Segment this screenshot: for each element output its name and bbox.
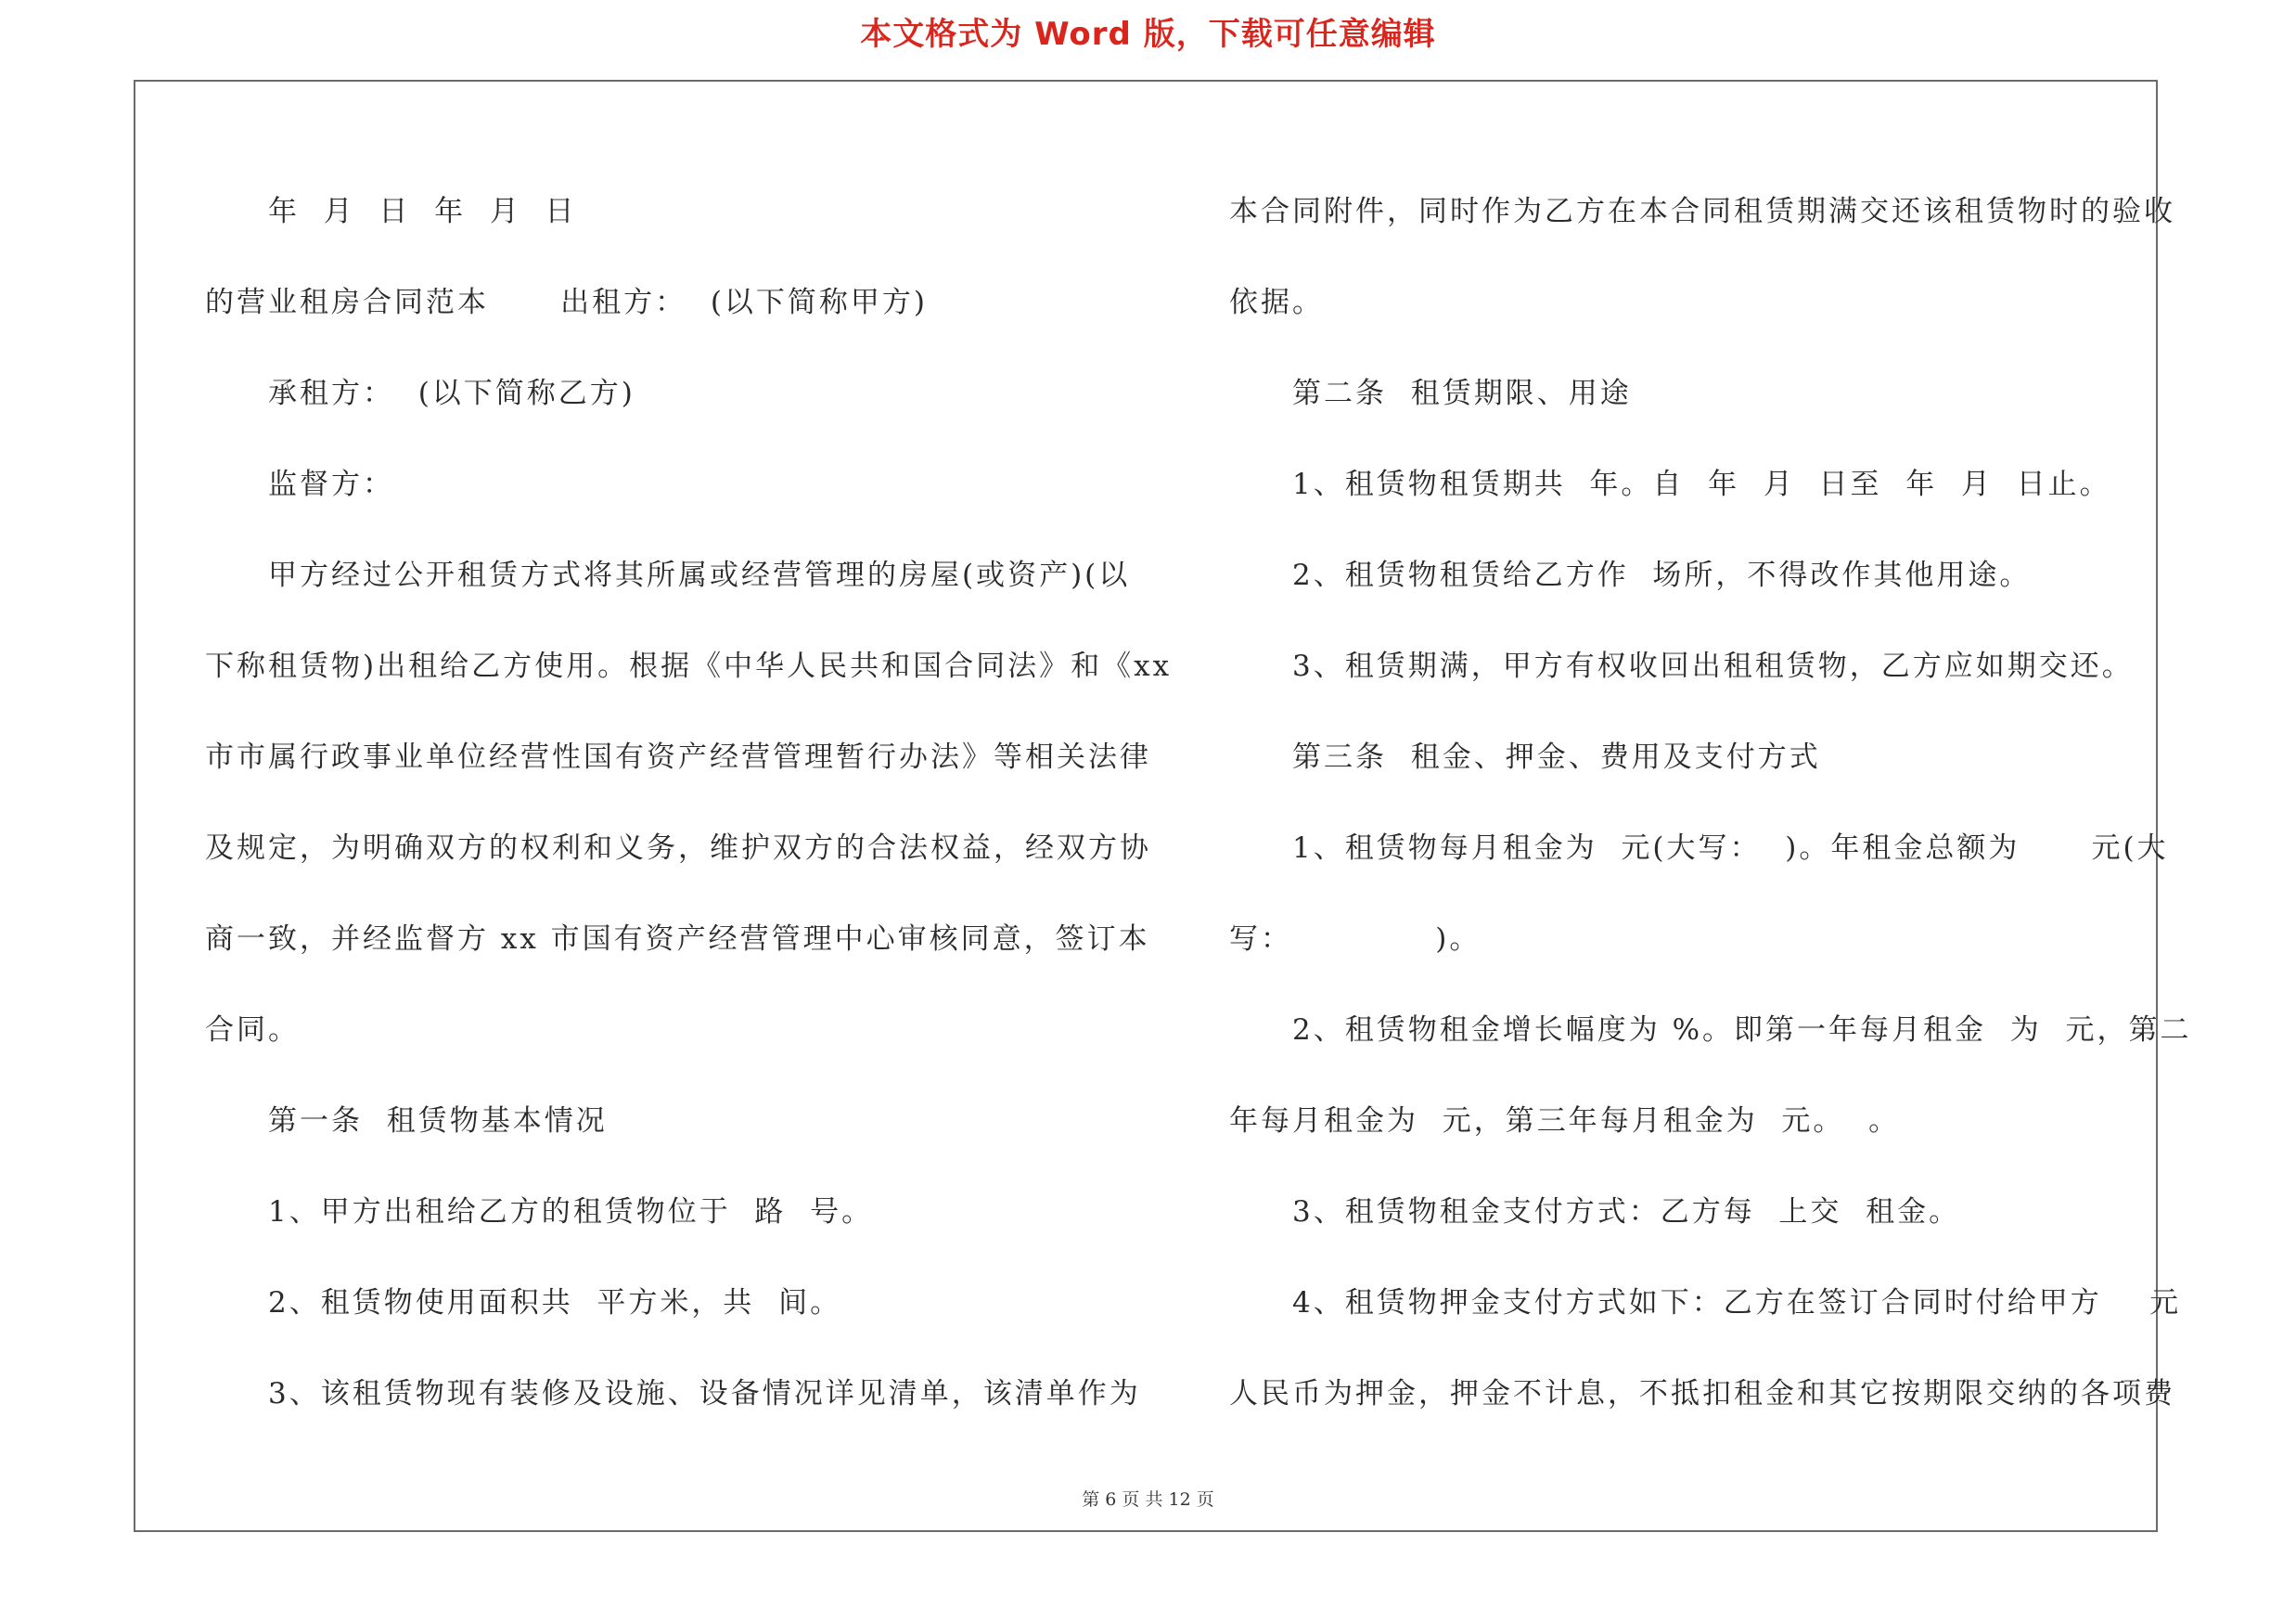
clause-line: 3、租赁物租金支付方式：乙方每 上交 租金。 — [1292, 1195, 1961, 1229]
body-text-line: 本合同附件，同时作为乙方在本合同租赁期满交还该租赁物时的验收 — [1229, 195, 2175, 228]
body-text-line: 甲方经过公开租赁方式将其所属或经营管理的房屋(或资产)(以 — [268, 559, 1131, 592]
section-heading: 第三条 租金、押金、费用及支付方式 — [1292, 741, 1821, 774]
clause-line: 人民币为押金，押金不计息，不抵扣租金和其它按期限交纳的各项费 — [1229, 1377, 2175, 1410]
clause-line: 1、甲方出租给乙方的租赁物位于 路 号。 — [268, 1195, 874, 1229]
lessee-line: 承租方： (以下简称乙方) — [268, 377, 635, 410]
date-line: 年 月 日 年 月 日 — [268, 195, 577, 228]
body-text-line: 下称租赁物)出租给乙方使用。根据《中华人民共和国合同法》和《xx — [205, 650, 1173, 683]
clause-line: 1、租赁物租赁期共 年。自 年 月 日至 年 月 日止。 — [1292, 468, 2111, 501]
clause-line: 1、租赁物每月租金为 元(大写： )。年租金总额为 元(大 — [1292, 831, 2169, 865]
supervisor-line: 监督方： — [268, 468, 394, 501]
clause-line: 2、租赁物租赁给乙方作 场所，不得改作其他用途。 — [1292, 559, 2032, 592]
clause-line: 4、租赁物押金支付方式如下：乙方在签订合同时付给甲方 元 — [1292, 1286, 2182, 1320]
clause-line: 年每月租金为 元，第三年每月租金为 元。 。 — [1229, 1104, 1901, 1138]
clause-line: 2、租赁物租金增长幅度为 %。即第一年每月租金 为 元，第二 — [1292, 1013, 2192, 1047]
clause-line: 写： )。 — [1229, 922, 1481, 956]
format-banner: 本文格式为 Word 版，下载可任意编辑 — [860, 16, 1436, 53]
section-heading: 第一条 租赁物基本情况 — [268, 1104, 608, 1138]
body-text-line: 合同。 — [205, 1013, 300, 1047]
section-heading: 第二条 租赁期限、用途 — [1292, 377, 1632, 410]
body-text-line: 市市属行政事业单位经营性国有资产经营管理暂行办法》等相关法律 — [205, 741, 1151, 774]
clause-line: 3、该租赁物现有装修及设施、设备情况详见清单，该清单作为 — [268, 1377, 1141, 1410]
contract-title-line: 的营业租房合同范本 出租方： (以下简称甲方) — [205, 286, 929, 319]
clause-line: 3、租赁期满，甲方有权收回出租租赁物，乙方应如期交还。 — [1292, 650, 2134, 683]
body-text-line: 依据。 — [1229, 286, 1324, 319]
body-text-line: 及规定，为明确双方的权利和义务，维护双方的合法权益，经双方协 — [205, 831, 1151, 865]
clause-line: 2、租赁物使用面积共 平方米，共 间。 — [268, 1286, 842, 1320]
body-text-line: 商一致，并经监督方 xx 市国有资产经营管理中心审核同意，签订本 — [205, 922, 1150, 956]
page-number: 第 6 页 共 12 页 — [1082, 1489, 1214, 1510]
